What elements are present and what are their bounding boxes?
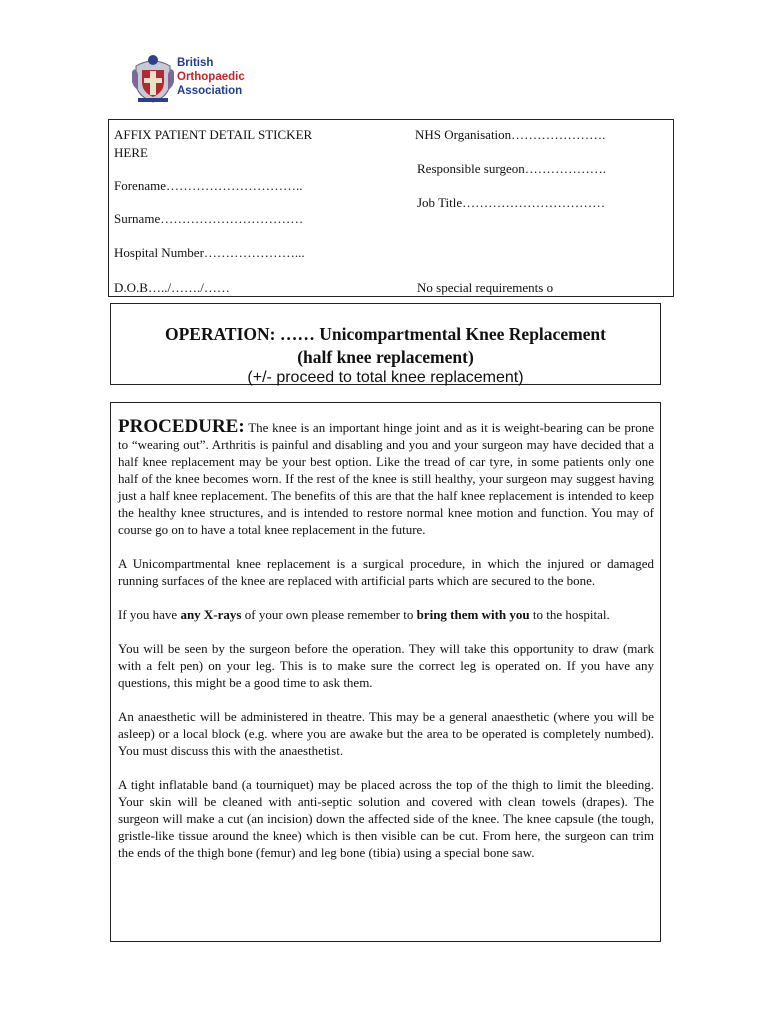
operation-title: OPERATION: …… Unicompartmental Knee Replacement [164,324,606,344]
sticker-label-line2: HERE [114,145,148,160]
procedure-paragraph-3 [118,606,654,623]
operation-box [110,303,661,385]
organisation-name [177,56,245,98]
nhs-organisation-field[interactable]: NHS Organisation…………………. [415,127,606,142]
responsible-surgeon-field[interactable]: Responsible surgeon………………. [417,161,606,176]
procedure-text-1: The knee is an important hinge joint and as it is weight-bearing can be prone to “wearing out”. Arthritis is painful and disabling and you and your surgeon may have decided that a half knee replacement may be your best option. Like the tread of car tyre, in some patients only one half of the knee becomes worn. If the rest of the knee is still healthy, your surgeon may suggest having just a half knee replacement. The benefits of this are that the half knee replacement is intended to keep the healthy knee structures, and is intended to restore normal knee motion and function. You may of course go on to have a total knee replacement in the future. [118,420,654,537]
sticker-label-line1: AFFIX PATIENT DETAIL STICKER [114,127,313,142]
boa-logo [130,52,260,107]
org-line-1: British [177,57,214,69]
procedure-paragraph-5: An anaesthetic will be administered in theatre. This may be a general anaesthetic (where you will be asleep) or a local block (e.g. where you are awake but the area to be operated is completely numbed). You must discuss this with the anaesthetist. [118,709,654,758]
org-line-3: Association [177,85,243,97]
hospital-number-field[interactable]: Hospital Number…………………... [114,245,305,260]
procedure-paragraph-2: A Unicompartmental knee replacement is a surgical procedure, in which the injured or damaged running surfaces of the knee are replaced with artificial parts which are secured to the bone. [118,556,654,588]
p3-text-e: to the hospital. [529,607,610,622]
surname-field[interactable]: Surname…………………………… [114,211,304,226]
procedure-paragraph-6: A tight inflatable band (a tourniquet) may be placed across the top of the thigh to limit the bleeding. Your skin will be cleaned with anti-septic solution and covered with clean towels (drapes). The surgeon will make a cut (an incision) down the affected side of the knee. The knee capsule (the tough, gristle-like tissue around the knee) which is then visible can be cut. From here, the surgeon can trim the ends of the thigh bone (femur) and leg bone (tibia) using a special bone saw. [118,777,654,860]
p3-xrays-bold: any X-rays [180,607,242,622]
operation-note: (+/- proceed to total knee replacement) [247,369,524,386]
procedure-paragraph-1 [118,418,654,538]
forename-field[interactable]: Forename………………………….. [114,178,303,193]
procedure-paragraph-4: You will be seen by the surgeon before the operation. They will take this opportunity to draw (mark with a felt pen) on your leg. This is to make sure the correct leg is operated on. If you have any questions, this might be a good time to ask them. [118,641,654,690]
org-line-2: Orthopaedic [177,71,245,83]
p3-text-c: of your own please remember to [241,607,417,622]
procedure-box [110,402,661,942]
dob-field[interactable]: D.O.B…../……./…… [114,280,230,295]
operation-subtitle: (half knee replacement) [297,347,474,367]
procedure-heading: PROCEDURE: [118,416,245,437]
job-title-field[interactable]: Job Title…………………………… [417,195,606,210]
crest-icon [130,52,176,104]
p3-text-a: If you have [118,607,181,622]
patient-details-box [108,119,674,297]
special-requirements-checkbox[interactable]: No special requirements o [417,280,554,295]
p3-bring-bold: bring them with you [416,607,530,622]
